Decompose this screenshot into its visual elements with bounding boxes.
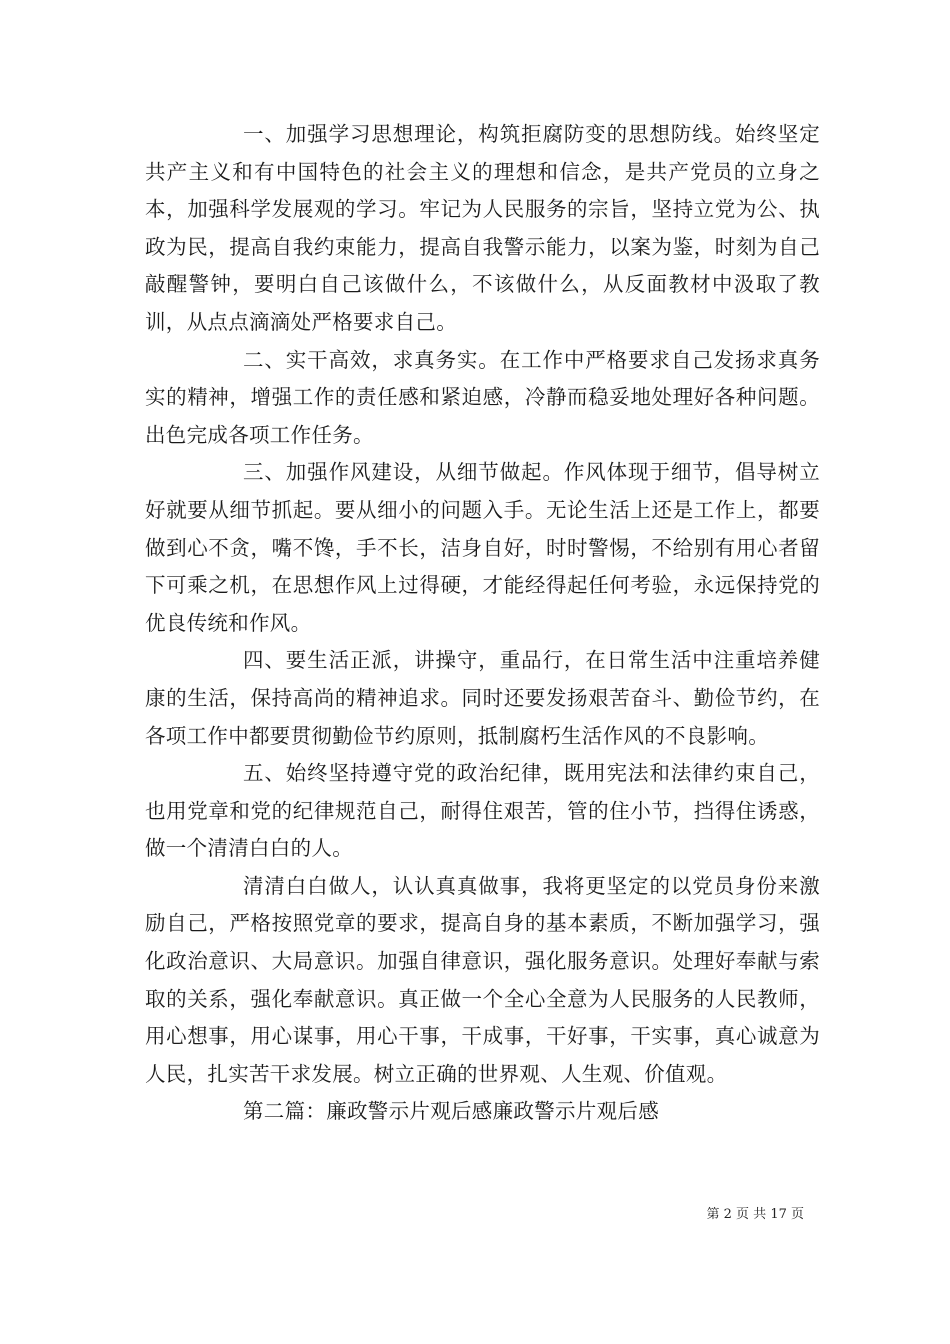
paragraph-2: 二、实干高效，求真务实。在工作中严格要求自己发扬求真务实的精神，增强工作的责任感和紧迫感，冷静而稳妥地处理好各种问题。出色完成各项工作任务。 (145, 347, 820, 447)
paragraph-4: 四、要生活正派，讲操守，重品行，在日常生活中注重培养健康的生活，保持高尚的精神追求。同时还要发扬艰苦奋斗、勤俭节约，在各项工作中都要贯彻勤俭节约原则，抵制腐朽生活作风的不良影响。 (145, 648, 820, 748)
document-body (145, 116, 820, 1131)
paragraph-3: 三、加强作风建设，从细节做起。作风体现于细节，倡导树立好就要从细节抓起。要从细小的问题入手。无论生活上还是工作上，都要做到心不贪，嘴不馋，手不长，洁身自好，时时警惕，不给别有用心者留下可乘之机，在思想作风上过得硬，才能经得起任何考验，永远保持党的优良传统和作风。 (145, 460, 820, 635)
paragraph-6: 清清白白做人，认认真真做事，我将更坚定的以党员身份来激励自己，严格按照党章的要求，提高自身的基本素质，不断加强学习，强化政治意识、大局意识。加强自律意识，强化服务意识。处理好奉献与索取的关系，强化奉献意识。真正做一个全心全意为人民服务的人民教师，用心想事，用心谋事，用心干事，干成事，干好事，干实事，真心诚意为人民，扎实苦干求发展。树立正确的世界观、人生观、价值观。 (145, 873, 820, 1086)
section-heading: 第二篇：廉政警示片观后感廉政警示片观后感 (243, 1099, 659, 1124)
paragraph-1: 一、加强学习思想理论，构筑拒腐防变的思想防线。始终坚定共产主义和有中国特色的社会主义的理想和信念，是共产党员的立身之本，加强科学发展观的学习。牢记为人民服务的宗旨，坚持立党为公、执政为民，提高自我约束能力，提高自我警示能力，以案为鉴，时刻为自己敲醒警钟，要明白自己该做什么，不该做什么，从反面教材中汲取了教训，从点点滴滴处严格要求自己。 (145, 122, 820, 334)
page-number-footer: 第 2 页 共 17 页 (706, 1207, 804, 1222)
paragraph-5: 五、始终坚持遵守党的政治纪律，既用宪法和法律约束自己，也用党章和党的纪律规范自己，耐得住艰苦，管的住小节，挡得住诱惑，做一个清清白白的人。 (145, 761, 820, 861)
